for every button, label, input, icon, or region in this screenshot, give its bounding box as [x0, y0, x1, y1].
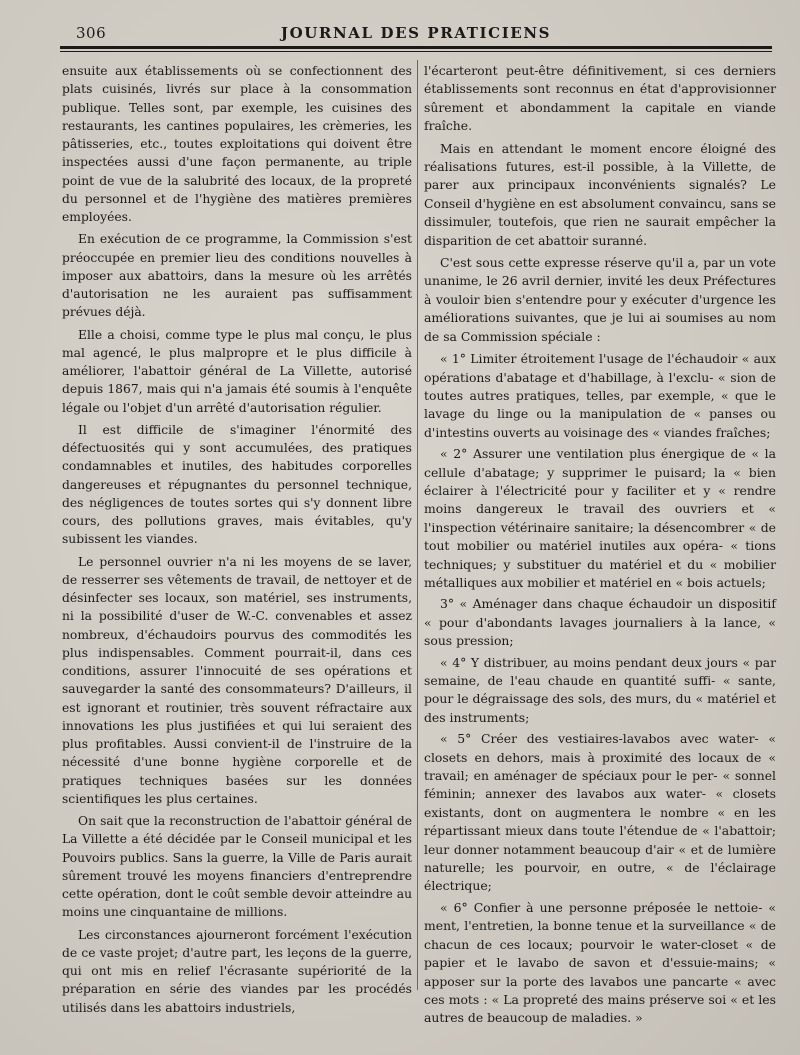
quoted-list: [424, 350, 776, 1028]
page-header: [60, 22, 772, 44]
paragraph: ensuite aux établissements où se confectionnent des plats cuisinés, livrés sur place à la consommation publique. Telles sont, par exemple, les cuisines des restaurants, les cantines populaires, les crèmeries, les pâtisseries, etc., toutes exploitations qui doivent être inspectées aussi d'une façon permanente, au triple point de vue de la salubrité des locaux, de la propreté du personnel et de l'hygiène des matières premières employées.: [62, 64, 412, 224]
column-separator: [417, 60, 418, 990]
paragraph: C'est sous cette expresse réserve qu'il a, par un vote unanime, le 26 avril dernier, invité les deux Préfectures à vouloir bien s'entendre pour y exécuter d'urgence les améliorations suivantes, que je lui ai soumises au nom de sa Commission spéciale :: [424, 255, 776, 344]
quoted-item: « 4° Y distribuer, au moins pendant deux jours « par semaine, de l'eau chaude en quantité suffi- « sante, pour le dégraissage des sols, des murs, du « matériel et des instruments;: [424, 654, 776, 725]
page-number: 306: [76, 24, 107, 42]
left-column: [62, 62, 412, 1021]
paragraph: Il est difficile de s'imaginer l'énormité des défectuosités qui y sont accumulées, des pratiques condamnables et inutiles, des habitudes corporelles dangereuses et répugnantes du personnel technique, des négligences de toutes sortes qui s'y donnent libre cours, des pollutions graves, mais évitables, qu'y subissent les viandes.: [62, 422, 412, 547]
paragraph: On sait que la reconstruction de l'abattoir général de La Villette a été décidée par le Conseil municipal et les Pouvoirs publics. Sans la guerre, la Ville de Paris aurait sûrement trouvé les moyens financiers d'entreprendre cette opération, dont le coût semble devoir atteindre au moins une cinquantaine de millions.: [62, 814, 412, 920]
quoted-item: « 5° Créer des vestiaires-lavabos avec water- « closets en dehors, mais à proximité des locaux de « travail; en aménager de spéciaux pour le per- « sonnel féminin; annexer des lavabos aux water- « closets existants, dont on augmentera le nombre « en les répartissant mieux dans toute l'étendue de « l'abattoir; leur donner notamment beaucoup d'air « et de lumière naturelle; les pourvoir, en outre, « de l'éclairage électrique;: [424, 731, 776, 894]
quoted-item: « 6° Confier à une personne préposée le nettoie- « ment, l'entretien, la bonne tenue et la surveillance « de chacun de ces locaux; pourvoir le water-closet « de papier et le lavabo de savon et d'essuie-mains; « apposer sur la porte des lavabos une pancarte « avec ces mots : « La propreté des mains préserve soi « et les autres de beaucoup de maladies. »: [424, 899, 776, 1026]
quoted-item: « 2° Assurer une ventilation plus énergique de « la cellule d'abatage; y supprimer le puisard; la « bien éclairer à l'électricité pour y faciliter et y « rendre moins dangereux le travail des ouvriers et « l'inspection vétérinaire sanitaire; la désencombrer « de tout mobilier ou matériel inutiles aux opéra- « tions techniques; y substituer du matériel et du « mobilier métalliques aux mobilier et matériel en « bois actuels;: [424, 446, 776, 590]
right-column: [424, 62, 776, 1031]
header-rule-thin: [60, 51, 772, 52]
paragraph: Le personnel ouvrier n'a ni les moyens de se laver, de resserrer ses vêtements de travail, de nettoyer et de désinfecter ses locaux, son matériel, ses instruments, ni la possibilité d'user de W.-C. convenables et assez nombreux, d'échaudoirs pourvus des commodités les plus indispensables. Comment pourrait-il, dans ces conditions, assurer l'innocuité de ses opérations et sauvegarder la santé des consommateurs? D'ailleurs, il est ignorant et routinier, très souvent réfractaire aux innovations les plus justifiées et qui lui seraient des plus profitables. Aussi convient-il de l'instruire de la nécessité d'une bonne hygiène corporelle et de pratiques techniques basées sur les données scientifiques les plus certaines.: [62, 554, 412, 806]
paragraph: Les circonstances ajourneront forcément l'exécution de ce vaste projet; d'autre part, les leçons de la guerre, qui ont mis en relief l'écrasante supériorité de la préparation en série des viandes par les procédés utilisés dans les abattoirs industriels,: [62, 927, 412, 1015]
journal-title: JOURNAL DES PRATICIENS: [280, 24, 552, 42]
quoted-item: « 1° Limiter étroitement l'usage de l'échaudoir « aux opérations d'abatage et d'habillage, à l'exclu- « sion de toutes autres pratiques, telles, par exemple, « que le lavage du linge ou la manipulation de « panses ou d'intestins ouverts au voisinage des « viandes fraîches;: [424, 351, 776, 440]
paragraph: Mais en attendant le moment encore éloigné des réalisations futures, est-il possible, à la Villette, de parer aux principaux inconvénients signalés? Le Conseil d'hygiène en est absolument convaincu, sans se dissimuler, toutefois, que rien ne saurait empêcher la disparition de cet abattoir suranné.: [424, 140, 776, 248]
quoted-item: 3° « Aménager dans chaque échaudoir un dispositif « pour d'abondants lavages journaliers à la lance, « sous pression;: [424, 596, 776, 649]
header-rule-thick: [60, 46, 772, 49]
paragraph: En exécution de ce programme, la Commission s'est préoccupée en premier lieu des conditions nouvelles à imposer aux abattoirs, dans la mesure où les arrêtés d'autorisation ne les auraient pas suffisamment prévues déjà.: [62, 232, 412, 320]
paragraph: l'écarteront peut-être définitivement, si ces derniers établissements sont reconnus en état d'approvisionner sûrement et abondamment la capitale en viande fraîche.: [424, 63, 776, 134]
paragraph: Elle a choisi, comme type le plus mal conçu, le plus mal agencé, le plus malpropre et le plus difficile à améliorer, l'abattoir général de La Villette, autorisé depuis 1867, mais qui n'a jamais été soumis à l'enquête légale ou l'objet d'un arrêté d'autorisation régulier.: [62, 327, 412, 415]
